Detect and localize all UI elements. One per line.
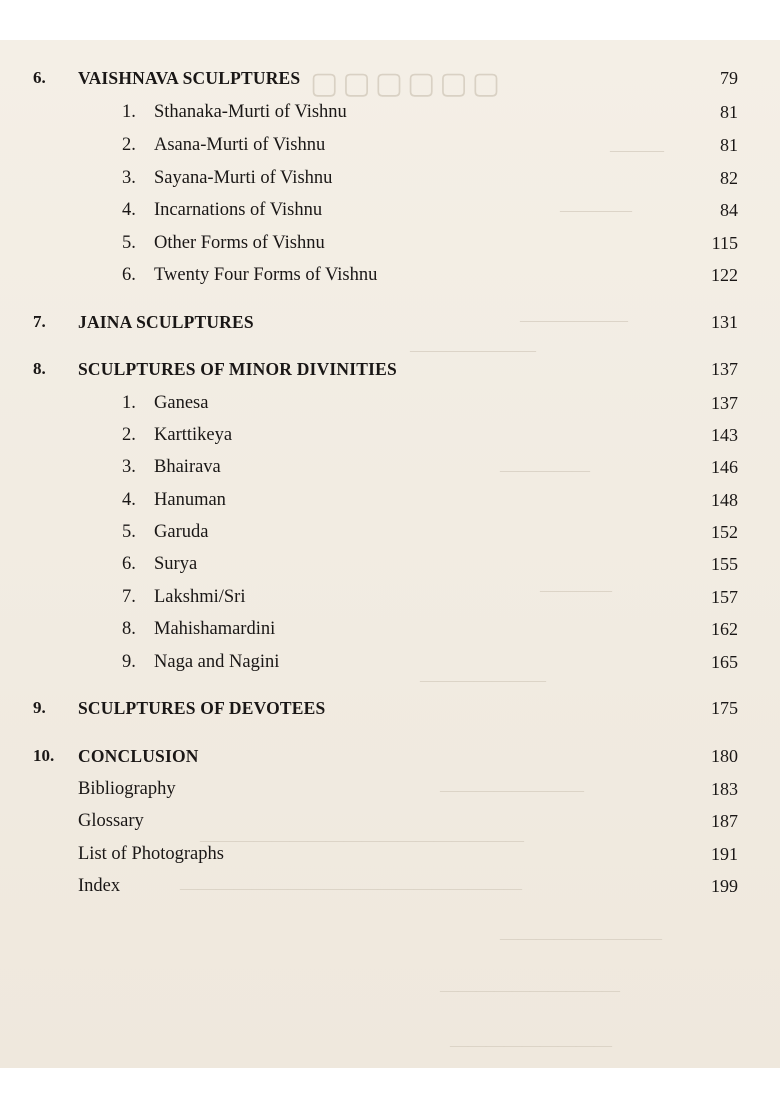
toc-backmatter-row — [0, 811, 780, 837]
section-number: 2. — [122, 425, 136, 445]
toc-section-row — [0, 457, 780, 483]
section-title: Asana-Murti of Vishnu — [154, 135, 326, 155]
section-number: 4. — [122, 490, 136, 510]
chapter-title: CONCLUSION — [78, 746, 199, 766]
page-number: 115 — [711, 233, 738, 253]
toc-section-row — [0, 168, 780, 194]
page-number: 131 — [711, 312, 738, 332]
page-number: 180 — [711, 746, 738, 766]
toc-section-row — [0, 200, 780, 226]
page-number: 137 — [711, 393, 738, 413]
toc-section-row — [0, 652, 780, 678]
page-number: 84 — [720, 200, 738, 220]
section-title: Mahishamardini — [154, 619, 276, 639]
show-through-background: ▢▢▢▢▢▢ ——— ———— —————— ——————— ————— ———— ——————— ———————— —————————————————— ——————————————————— ————————— —————————— ————————— — [180, 67, 664, 1055]
toc-chapter-row — [0, 359, 780, 385]
section-title: Sthanaka-Murti of Vishnu — [154, 102, 347, 122]
chapter-number: 10. — [33, 746, 55, 765]
chapter-title: SCULPTURES OF DEVOTEES — [78, 698, 326, 718]
toc-chapter-row — [0, 746, 780, 772]
toc-backmatter-row — [0, 779, 780, 805]
section-number: 3. — [122, 457, 136, 477]
section-title: Bhairava — [154, 457, 221, 477]
toc-section-row — [0, 265, 780, 291]
toc-section-row — [0, 619, 780, 645]
toc-section-row — [0, 233, 780, 259]
backmatter-title: List of Photographs — [78, 844, 224, 864]
page-number: 162 — [711, 619, 738, 639]
page-number: 157 — [711, 587, 738, 607]
section-title: Surya — [154, 554, 198, 574]
chapter-title: JAINA SCULPTURES — [78, 312, 254, 332]
page-number: 137 — [711, 359, 738, 379]
chapter-title: VAISHNAVA SCULPTURES — [78, 68, 301, 88]
page-number: 82 — [720, 168, 738, 188]
section-title: Ganesa — [154, 393, 209, 413]
section-title: Other Forms of Vishnu — [154, 233, 325, 253]
toc-section-row — [0, 490, 780, 516]
page-number: 191 — [711, 844, 738, 864]
page-number: 187 — [711, 811, 738, 831]
page-number: 148 — [711, 490, 738, 510]
page-number: 81 — [720, 135, 738, 155]
chapter-number: 6. — [33, 68, 46, 87]
section-number: 6. — [122, 554, 136, 574]
toc-section-row — [0, 554, 780, 580]
section-number: 5. — [122, 233, 136, 253]
section-number: 2. — [122, 135, 136, 155]
toc-chapter-row — [0, 698, 780, 724]
section-number: 8. — [122, 619, 136, 639]
section-title: Lakshmi/Sri — [154, 587, 246, 607]
section-number: 4. — [122, 200, 136, 220]
toc-backmatter-row — [0, 876, 780, 902]
backmatter-title: Bibliography — [78, 779, 176, 799]
page-number: 155 — [711, 554, 738, 574]
toc-section-row — [0, 587, 780, 613]
backmatter-title: Index — [78, 876, 121, 896]
toc-backmatter-row — [0, 844, 780, 870]
page-number: 165 — [711, 652, 738, 672]
section-number: 1. — [122, 393, 136, 413]
section-title: Twenty Four Forms of Vishnu — [154, 265, 378, 285]
section-number: 5. — [122, 522, 136, 542]
backmatter-title: Glossary — [78, 811, 144, 831]
page-number: 81 — [720, 102, 738, 122]
section-title: Sayana-Murti of Vishnu — [154, 168, 333, 188]
section-number: 9. — [122, 652, 136, 672]
section-number: 1. — [122, 102, 136, 122]
chapter-number: 7. — [33, 312, 46, 331]
section-title: Garuda — [154, 522, 209, 542]
section-title: Hanuman — [154, 490, 226, 510]
page-number: 152 — [711, 522, 738, 542]
section-number: 7. — [122, 587, 136, 607]
chapter-number: 9. — [33, 698, 46, 717]
section-title: Naga and Nagini — [154, 652, 280, 672]
toc-chapter-row — [0, 312, 780, 338]
toc-chapter-row — [0, 68, 780, 94]
toc-section-row — [0, 393, 780, 419]
book-page — [0, 40, 780, 1068]
section-title: Karttikeya — [154, 425, 233, 445]
chapter-title: SCULPTURES OF MINOR DIVINITIES — [78, 359, 397, 379]
page-number: 79 — [720, 68, 738, 88]
toc-section-row — [0, 425, 780, 451]
page-number: 199 — [711, 876, 738, 896]
toc-section-row — [0, 522, 780, 548]
page-number: 122 — [711, 265, 738, 285]
section-number: 6. — [122, 265, 136, 285]
section-number: 3. — [122, 168, 136, 188]
page-number: 175 — [711, 698, 738, 718]
toc-section-row — [0, 135, 780, 161]
chapter-number: 8. — [33, 359, 46, 378]
section-title: Incarnations of Vishnu — [154, 200, 323, 220]
toc-section-row — [0, 102, 780, 128]
page-number: 143 — [711, 425, 738, 445]
page-number: 183 — [711, 779, 738, 799]
page-number: 146 — [711, 457, 738, 477]
